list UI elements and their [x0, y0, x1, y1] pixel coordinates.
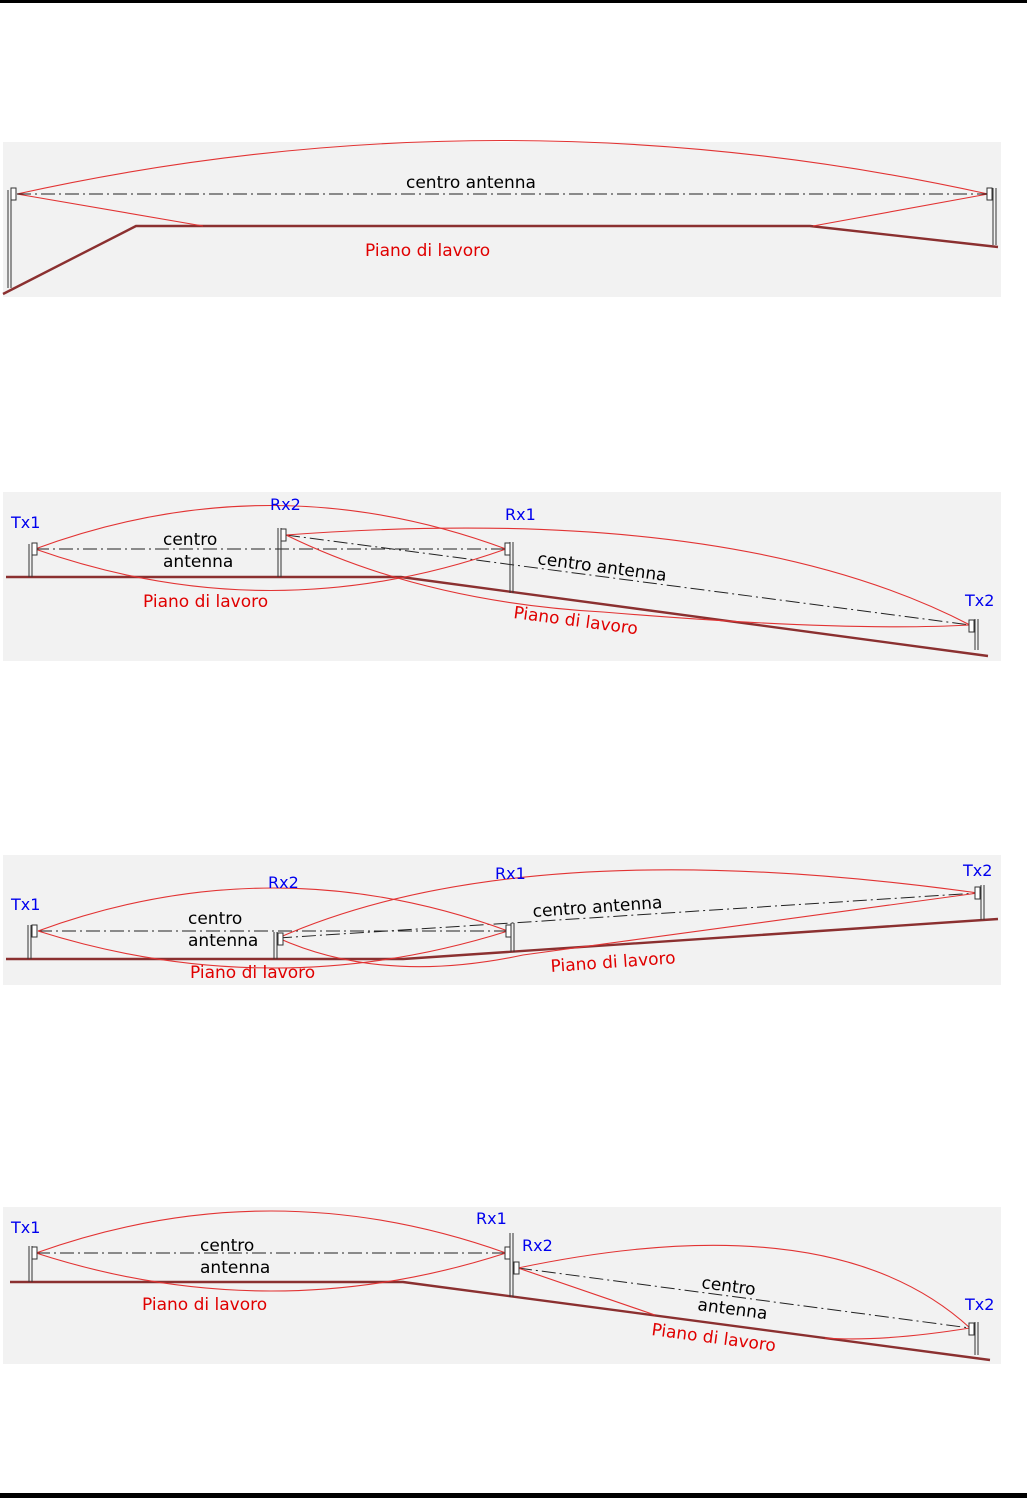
antenna-pole-tx2 [969, 1322, 978, 1355]
beam-lower-right [813, 194, 988, 226]
antenna-pole-tx2 [975, 885, 984, 920]
diagram-2 [3, 492, 1001, 661]
center-label-2-line2: antenna [696, 1295, 769, 1325]
antenna-pole-rx2 [274, 932, 283, 959]
tx2-label: Tx2 [965, 1295, 995, 1314]
center-label-2: centro antenna [536, 549, 668, 586]
tx1-label: Tx1 [11, 513, 41, 532]
antenna-pole-rx1 [505, 542, 513, 593]
center-label-1-line2: antenna [188, 931, 259, 951]
antenna-pole-rx1-rx2 [505, 1233, 519, 1297]
antenna-pole-rx2 [278, 528, 286, 577]
ground-label: Piano di lavoro [365, 241, 491, 261]
center-label-2-line1: centro [700, 1273, 757, 1301]
ground-line [10, 1282, 990, 1360]
center-label-1-line1: centro [200, 1236, 255, 1256]
antenna-pole-tx1 [28, 925, 37, 959]
diagram-2-canvas [3, 492, 1001, 661]
tx2-label: Tx2 [963, 861, 993, 880]
beam-lower-left [17, 194, 203, 226]
diagram-4-canvas [3, 1207, 1001, 1364]
center-label-1-line2: antenna [200, 1258, 271, 1278]
antenna-pole-tx1 [29, 1246, 37, 1282]
diagram-4 [3, 1207, 1001, 1364]
center-label-1-line1: centro [163, 530, 218, 550]
center-label-1-line1: centro [188, 909, 243, 929]
beam-tx1-rx1-upper [36, 1211, 506, 1253]
diagram-3 [3, 855, 1001, 985]
antenna-pole-rx1 [506, 923, 514, 952]
center-label-1-line2: antenna [163, 552, 234, 572]
page-bottom-rule [0, 1493, 1027, 1498]
rx1-label: Rx1 [495, 864, 526, 883]
ground-label-1: Piano di lavoro [143, 592, 269, 612]
center-label-2: centro antenna [531, 892, 663, 922]
beam-rx2-tx2-lower-right [825, 1328, 970, 1339]
ground-label-2: Piano di lavoro [512, 603, 640, 640]
ground-label-2: Piano di lavoro [650, 1320, 778, 1357]
beam-tx1-rx1-upper [38, 888, 508, 931]
antenna-pole-right [987, 188, 996, 245]
center-label: centro antenna [406, 173, 536, 193]
ground-label-1: Piano di lavoro [190, 963, 316, 983]
rx1-label: Rx1 [505, 505, 536, 524]
diagram-1 [3, 142, 1001, 297]
ground-line [6, 577, 988, 656]
beam-rx2-tx2-lower-left [518, 1268, 655, 1315]
ground-label-2: Piano di lavoro [549, 948, 677, 977]
diagram-1-canvas [3, 142, 1001, 297]
rx2-label: Rx2 [522, 1236, 553, 1255]
beam-tx1-rx1-lower [35, 549, 506, 591]
ground-line [3, 226, 998, 294]
antenna-pole-left [8, 188, 16, 288]
tx2-label: Tx2 [965, 591, 995, 610]
ground-label-1: Piano di lavoro [142, 1295, 268, 1315]
antenna-pole-tx2 [969, 619, 978, 650]
page-top-rule [0, 0, 1027, 3]
tx1-label: Tx1 [11, 895, 41, 914]
rx1-label: Rx1 [476, 1209, 507, 1228]
antenna-pole-tx1 [29, 543, 37, 577]
tx1-label: Tx1 [11, 1218, 41, 1237]
rx2-label: Rx2 [270, 495, 301, 514]
diagram-3-canvas [3, 855, 1001, 985]
rx2-label: Rx2 [268, 873, 299, 892]
ground-line [6, 919, 998, 959]
